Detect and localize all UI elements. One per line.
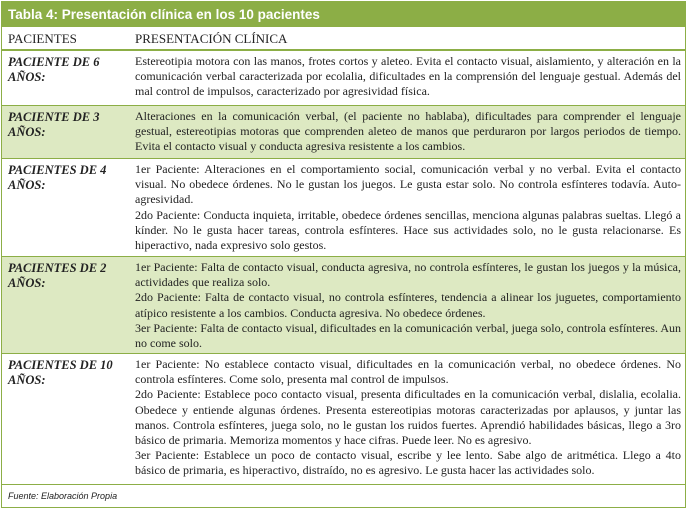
description-paragraph: 3er Paciente: Falta de contacto visual, dificultades en la comunicación verbal, juega solo, controla esfínteres. Aun no come solo. xyxy=(135,320,681,351)
table-row xyxy=(2,257,685,354)
description-paragraph: 3er Paciente: Establece un poco de contacto visual, escribe y lee lento. Sabe algo de aritmética. Llego a 4to básico de primaria, es hiperactivo, distraído, no es agresivo. Le gusta hacer las actividades solo. xyxy=(135,448,681,478)
description-paragraph: 2do Paciente: Falta de contacto visual, no controla esfínteres, tendencia a alinear los juguetes, comportamiento atípico resistente a los cambios. Conducta agresiva. No obedece órdenes. xyxy=(135,290,681,320)
clinical-description xyxy=(129,354,685,484)
clinical-description xyxy=(129,51,685,105)
patient-group-label: PACIENTES DE 4 AÑOS: xyxy=(8,163,107,192)
column-header-patients: PACIENTES xyxy=(8,31,77,46)
table-row xyxy=(2,51,685,106)
description-paragraph: 2do Paciente: Establece poco contacto visual, presenta dificultades en la comunicación verbal, dislalia, ecolalia. Obedece y entiende algunas órdenes. Presenta estereotipias motoras caracterizadas por aplausos, y juntar las manos. Controla esfínteres, juega solo, no le gustan los ruidos fuertes. Aprendió habilidades básicas, llego a 3ro básico de primaria. Memoriza momentos y hace cifras. Puede leer. No es agresivo. xyxy=(135,387,681,448)
table-row xyxy=(2,354,685,485)
patient-group-label: PACIENTE DE 6 AÑOS: xyxy=(8,55,100,84)
table-title: Tabla 4: Presentación clínica en los 10 pacientes xyxy=(2,2,685,27)
patient-group-label: PACIENTE DE 3 AÑOS: xyxy=(8,110,100,139)
clinical-description xyxy=(129,257,685,353)
description-paragraph: Alteraciones en la comunicación verbal, (el paciente no hablaba), dificultades para comprender el lenguaje gestual, estereotipias motoras que comprenden aleteo de manos que perduraron por largos periodos de tiempo. Evita el contacto visual y conducta agresiva resistente a los cambios. xyxy=(135,109,681,154)
clinical-description xyxy=(129,106,685,158)
table-source-note: Fuente: Elaboración Propia xyxy=(8,491,118,501)
description-paragraph: 1er Paciente: Falta de contacto visual, conducta agresiva, no controla esfínteres, le gustan los juegos y la música, actividades que realiza solo. xyxy=(135,260,681,290)
description-paragraph: 1er Paciente: Alteraciones en el comportamiento social, comunicación verbal y no verbal. Evita el contacto visual. No obedece órdenes. No le gustan los juegos. Le gusta estar solo. No controla esfínteres todavía. Auto-agresividad. xyxy=(135,162,681,207)
description-paragraph: 2do Paciente: Conducta inquieta, irritable, obedece órdenes sencillas, menciona algunas palabras sueltas. Llegó a kínder. No le gusta hacer tareas, controla esfínteres. Hace sus actividades solo, no le gusta relacionarse. Es hiperactivo, nada expresivo solo gestos. xyxy=(135,207,681,253)
table-row xyxy=(2,106,685,159)
clinical-table xyxy=(1,1,686,508)
description-paragraph: 1er Paciente: No establece contacto visual, dificultades en la comunicación verbal, no obedece órdenes. No controla esfínteres. Come solo, presenta mal control de impulsos. xyxy=(135,357,681,387)
table-header xyxy=(2,27,685,51)
description-paragraph: Estereotipia motora con las manos, frotes cortos y aleteo. Evita el contacto visual, aislamiento, y alteración en la comunicación verbal caracterizada por ecolalia, dificultades en la comprensión del lenguaje gestual. Además del mal control de impulsos, caracterizado por agresividad física. xyxy=(135,54,681,99)
patient-group-label: PACIENTES DE 2 AÑOS: xyxy=(8,261,107,290)
column-header-presentation: PRESENTACIÓN CLÍNICA xyxy=(135,31,288,46)
patient-group-label: PACIENTES DE 10 AÑOS: xyxy=(8,358,113,387)
clinical-description xyxy=(129,159,685,256)
table-row xyxy=(2,159,685,257)
